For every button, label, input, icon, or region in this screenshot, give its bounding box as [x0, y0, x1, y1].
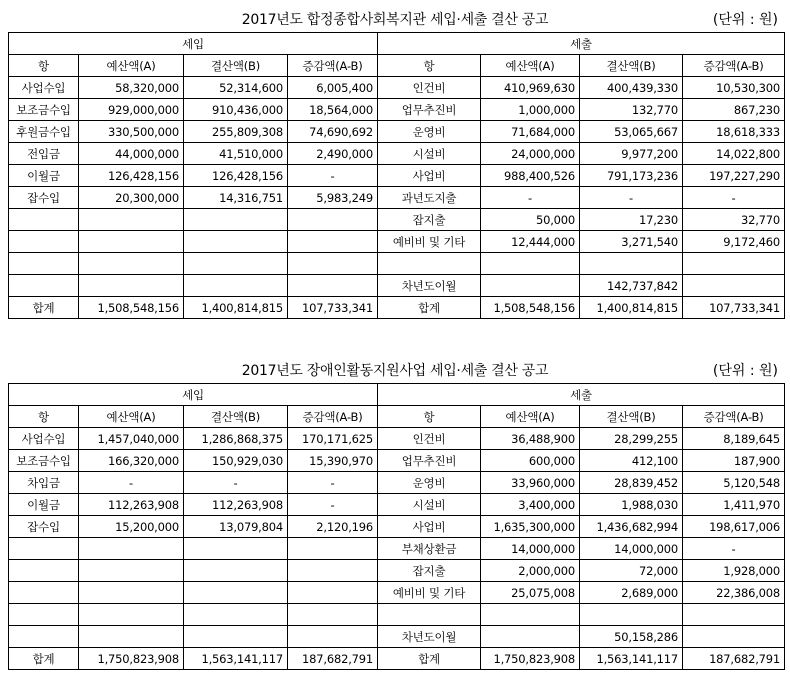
- amount-cell: -: [79, 472, 184, 494]
- amount-cell: 33,960,000: [481, 472, 580, 494]
- amount-cell: 412,100: [580, 450, 683, 472]
- item-label-cell: 업무추진비: [378, 99, 481, 121]
- amount-cell: [683, 275, 785, 297]
- total-amount-cell: 1,750,823,908: [481, 648, 580, 670]
- amount-cell: [184, 231, 288, 253]
- section-title: 2017년도 합정종합사회복지관 세입·세출 결산 공고: [241, 12, 549, 28]
- amount-cell: 2,490,000: [288, 143, 378, 165]
- item-label-cell: 업무추진비: [378, 450, 481, 472]
- item-label-cell: 차년도이월: [378, 275, 481, 297]
- income-group-label: 세입: [9, 33, 378, 55]
- total-row: [9, 297, 785, 319]
- item-label-cell: 이월금: [9, 494, 79, 516]
- amount-cell: 1,000,000: [481, 99, 580, 121]
- amount-cell: 255,809,308: [184, 121, 288, 143]
- item-label-cell: [9, 253, 79, 275]
- amount-cell: 5,120,548: [683, 472, 785, 494]
- item-label-cell: 잡지출: [378, 560, 481, 582]
- column-header: 결산액(B): [184, 406, 288, 428]
- column-header: 증감액(A-B): [683, 406, 785, 428]
- amount-cell: [79, 626, 184, 648]
- table-row: [9, 428, 785, 450]
- amount-cell: 9,172,460: [683, 231, 785, 253]
- amount-cell: 2,000,000: [481, 560, 580, 582]
- amount-cell: 28,839,452: [580, 472, 683, 494]
- amount-cell: [184, 538, 288, 560]
- amount-cell: 50,000: [481, 209, 580, 231]
- amount-cell: -: [481, 187, 580, 209]
- column-header: 예산액(A): [481, 406, 580, 428]
- item-label-cell: [9, 209, 79, 231]
- amount-cell: 10,530,300: [683, 77, 785, 99]
- amount-cell: 18,618,333: [683, 121, 785, 143]
- amount-cell: [481, 275, 580, 297]
- item-label-cell: [9, 231, 79, 253]
- unit-label: (단위 : 원): [712, 363, 778, 379]
- amount-cell: 410,969,630: [481, 77, 580, 99]
- item-label-cell: 전입금: [9, 143, 79, 165]
- total-amount-cell: 1,508,548,156: [481, 297, 580, 319]
- group-header-row: [9, 384, 785, 406]
- column-header: 증감액(A-B): [288, 55, 378, 77]
- amount-cell: [288, 231, 378, 253]
- amount-cell: 126,428,156: [184, 165, 288, 187]
- amount-cell: 1,988,030: [580, 494, 683, 516]
- total-amount-cell: 1,563,141,117: [184, 648, 288, 670]
- amount-cell: 6,005,400: [288, 77, 378, 99]
- amount-cell: 150,929,030: [184, 450, 288, 472]
- amount-cell: [288, 582, 378, 604]
- amount-cell: -: [683, 538, 785, 560]
- expense-group-label: 세출: [378, 33, 785, 55]
- amount-cell: [481, 626, 580, 648]
- column-header: 항: [9, 406, 79, 428]
- column-header: 예산액(A): [79, 55, 184, 77]
- amount-cell: 12,444,000: [481, 231, 580, 253]
- item-label-cell: [9, 582, 79, 604]
- settlement-table: [8, 32, 785, 319]
- total-amount-cell: 1,750,823,908: [79, 648, 184, 670]
- total-label-cell: 합계: [9, 297, 79, 319]
- amount-cell: 112,263,908: [79, 494, 184, 516]
- amount-cell: 14,316,751: [184, 187, 288, 209]
- table-row: [9, 187, 785, 209]
- amount-cell: 187,900: [683, 450, 785, 472]
- table-row: [9, 209, 785, 231]
- amount-cell: [184, 253, 288, 275]
- amount-cell: 9,977,200: [580, 143, 683, 165]
- item-label-cell: [9, 604, 79, 626]
- item-label-cell: [378, 253, 481, 275]
- unit-label: (단위 : 원): [712, 12, 778, 28]
- amount-cell: 52,314,600: [184, 77, 288, 99]
- income-group-label: 세입: [9, 384, 378, 406]
- amount-cell: 126,428,156: [79, 165, 184, 187]
- amount-cell: 20,300,000: [79, 187, 184, 209]
- amount-cell: [184, 560, 288, 582]
- amount-cell: -: [580, 187, 683, 209]
- amount-cell: 24,000,000: [481, 143, 580, 165]
- column-header: 증감액(A-B): [288, 406, 378, 428]
- amount-cell: 17,230: [580, 209, 683, 231]
- table-row: [9, 253, 785, 275]
- amount-cell: 166,320,000: [79, 450, 184, 472]
- item-label-cell: [9, 538, 79, 560]
- amount-cell: 14,000,000: [481, 538, 580, 560]
- column-header: 결산액(B): [580, 55, 683, 77]
- amount-cell: 74,690,692: [288, 121, 378, 143]
- item-label-cell: 과년도지출: [378, 187, 481, 209]
- amount-cell: 600,000: [481, 450, 580, 472]
- item-label-cell: 인건비: [378, 77, 481, 99]
- amount-cell: -: [683, 187, 785, 209]
- amount-cell: 1,286,868,375: [184, 428, 288, 450]
- total-amount-cell: 107,733,341: [683, 297, 785, 319]
- table-row: [9, 121, 785, 143]
- amount-cell: 8,189,645: [683, 428, 785, 450]
- amount-cell: 1,635,300,000: [481, 516, 580, 538]
- amount-cell: [288, 275, 378, 297]
- item-label-cell: 운영비: [378, 472, 481, 494]
- item-label-cell: 운영비: [378, 121, 481, 143]
- item-label-cell: 부채상환금: [378, 538, 481, 560]
- amount-cell: [79, 538, 184, 560]
- amount-cell: [79, 275, 184, 297]
- item-label-cell: 시설비: [378, 494, 481, 516]
- amount-cell: [288, 626, 378, 648]
- amount-cell: [79, 582, 184, 604]
- amount-cell: 400,439,330: [580, 77, 683, 99]
- column-header: 결산액(B): [184, 55, 288, 77]
- group-header-row: [9, 33, 785, 55]
- column-header: 항: [9, 55, 79, 77]
- total-amount-cell: 1,400,814,815: [580, 297, 683, 319]
- table-row: [9, 538, 785, 560]
- total-label-cell: 합계: [378, 648, 481, 670]
- item-label-cell: 차입금: [9, 472, 79, 494]
- table-row: [9, 516, 785, 538]
- amount-cell: [288, 253, 378, 275]
- item-label-cell: [9, 626, 79, 648]
- amount-cell: 36,488,900: [481, 428, 580, 450]
- amount-cell: [288, 604, 378, 626]
- item-label-cell: 인건비: [378, 428, 481, 450]
- amount-cell: 1,411,970: [683, 494, 785, 516]
- item-label-cell: 후원금수입: [9, 121, 79, 143]
- amount-cell: [683, 604, 785, 626]
- table-row: [9, 626, 785, 648]
- table-row: [9, 165, 785, 187]
- column-header: 항: [378, 55, 481, 77]
- amount-cell: [481, 604, 580, 626]
- amount-cell: 22,386,008: [683, 582, 785, 604]
- table-row: [9, 99, 785, 121]
- table-row: [9, 582, 785, 604]
- amount-cell: 132,770: [580, 99, 683, 121]
- total-amount-cell: 107,733,341: [288, 297, 378, 319]
- item-label-cell: 보조금수입: [9, 99, 79, 121]
- amount-cell: 44,000,000: [79, 143, 184, 165]
- column-header: 예산액(A): [79, 406, 184, 428]
- amount-cell: 988,400,526: [481, 165, 580, 187]
- item-label-cell: 차년도이월: [378, 626, 481, 648]
- item-label-cell: 잡지출: [378, 209, 481, 231]
- section-header: [0, 356, 790, 382]
- amount-cell: 1,436,682,994: [580, 516, 683, 538]
- column-header: 증감액(A-B): [683, 55, 785, 77]
- amount-cell: [184, 582, 288, 604]
- total-amount-cell: 187,682,791: [683, 648, 785, 670]
- item-label-cell: 잡수입: [9, 516, 79, 538]
- amount-cell: 53,065,667: [580, 121, 683, 143]
- item-label-cell: 이월금: [9, 165, 79, 187]
- item-label-cell: 사업수입: [9, 428, 79, 450]
- table-row: [9, 472, 785, 494]
- amount-cell: -: [288, 472, 378, 494]
- column-header: 항: [378, 406, 481, 428]
- amount-cell: 5,983,249: [288, 187, 378, 209]
- amount-cell: [683, 626, 785, 648]
- table-row: [9, 77, 785, 99]
- item-label-cell: 사업비: [378, 165, 481, 187]
- amount-cell: -: [288, 165, 378, 187]
- amount-cell: 28,299,255: [580, 428, 683, 450]
- table-row: [9, 450, 785, 472]
- column-header-row: [9, 55, 785, 77]
- amount-cell: 71,684,000: [481, 121, 580, 143]
- amount-cell: [184, 275, 288, 297]
- amount-cell: 867,230: [683, 99, 785, 121]
- total-amount-cell: 187,682,791: [288, 648, 378, 670]
- amount-cell: 72,000: [580, 560, 683, 582]
- expense-group-label: 세출: [378, 384, 785, 406]
- amount-cell: 791,173,236: [580, 165, 683, 187]
- amount-cell: 929,000,000: [79, 99, 184, 121]
- amount-cell: 2,120,196: [288, 516, 378, 538]
- column-header: 예산액(A): [481, 55, 580, 77]
- amount-cell: [580, 253, 683, 275]
- amount-cell: [79, 560, 184, 582]
- amount-cell: [481, 253, 580, 275]
- amount-cell: 58,320,000: [79, 77, 184, 99]
- amount-cell: 910,436,000: [184, 99, 288, 121]
- item-label-cell: 잡수입: [9, 187, 79, 209]
- amount-cell: 330,500,000: [79, 121, 184, 143]
- amount-cell: 15,390,970: [288, 450, 378, 472]
- table-row: [9, 231, 785, 253]
- item-label-cell: [9, 560, 79, 582]
- amount-cell: [184, 626, 288, 648]
- amount-cell: 198,617,006: [683, 516, 785, 538]
- amount-cell: 15,200,000: [79, 516, 184, 538]
- table-row: [9, 143, 785, 165]
- amount-cell: 25,075,008: [481, 582, 580, 604]
- amount-cell: 18,564,000: [288, 99, 378, 121]
- amount-cell: 142,737,842: [580, 275, 683, 297]
- amount-cell: 32,770: [683, 209, 785, 231]
- amount-cell: 14,022,800: [683, 143, 785, 165]
- item-label-cell: [378, 604, 481, 626]
- item-label-cell: [9, 275, 79, 297]
- amount-cell: 14,000,000: [580, 538, 683, 560]
- item-label-cell: 예비비 및 기타: [378, 582, 481, 604]
- amount-cell: [184, 209, 288, 231]
- section-header: [0, 5, 790, 31]
- amount-cell: 197,227,290: [683, 165, 785, 187]
- item-label-cell: 사업비: [378, 516, 481, 538]
- total-amount-cell: 1,563,141,117: [580, 648, 683, 670]
- amount-cell: [580, 604, 683, 626]
- amount-cell: [79, 253, 184, 275]
- amount-cell: 112,263,908: [184, 494, 288, 516]
- item-label-cell: 보조금수입: [9, 450, 79, 472]
- amount-cell: [184, 604, 288, 626]
- table-row: [9, 275, 785, 297]
- settlement-table: [8, 383, 785, 670]
- amount-cell: [79, 231, 184, 253]
- amount-cell: [79, 604, 184, 626]
- amount-cell: 2,689,000: [580, 582, 683, 604]
- amount-cell: [683, 253, 785, 275]
- total-label-cell: 합계: [9, 648, 79, 670]
- total-amount-cell: 1,508,548,156: [79, 297, 184, 319]
- column-header-row: [9, 406, 785, 428]
- amount-cell: -: [288, 494, 378, 516]
- table-row: [9, 560, 785, 582]
- amount-cell: 3,400,000: [481, 494, 580, 516]
- item-label-cell: 사업수입: [9, 77, 79, 99]
- total-row: [9, 648, 785, 670]
- item-label-cell: 예비비 및 기타: [378, 231, 481, 253]
- amount-cell: 1,928,000: [683, 560, 785, 582]
- section-title: 2017년도 장애인활동지원사업 세입·세출 결산 공고: [241, 363, 549, 379]
- amount-cell: [288, 538, 378, 560]
- table-row: [9, 604, 785, 626]
- item-label-cell: 시설비: [378, 143, 481, 165]
- amount-cell: 3,271,540: [580, 231, 683, 253]
- amount-cell: [288, 560, 378, 582]
- amount-cell: 1,457,040,000: [79, 428, 184, 450]
- amount-cell: 170,171,625: [288, 428, 378, 450]
- total-label-cell: 합계: [378, 297, 481, 319]
- total-amount-cell: 1,400,814,815: [184, 297, 288, 319]
- amount-cell: [79, 209, 184, 231]
- amount-cell: 41,510,000: [184, 143, 288, 165]
- amount-cell: -: [184, 472, 288, 494]
- column-header: 결산액(B): [580, 406, 683, 428]
- amount-cell: [288, 209, 378, 231]
- amount-cell: 13,079,804: [184, 516, 288, 538]
- table-row: [9, 494, 785, 516]
- amount-cell: 50,158,286: [580, 626, 683, 648]
